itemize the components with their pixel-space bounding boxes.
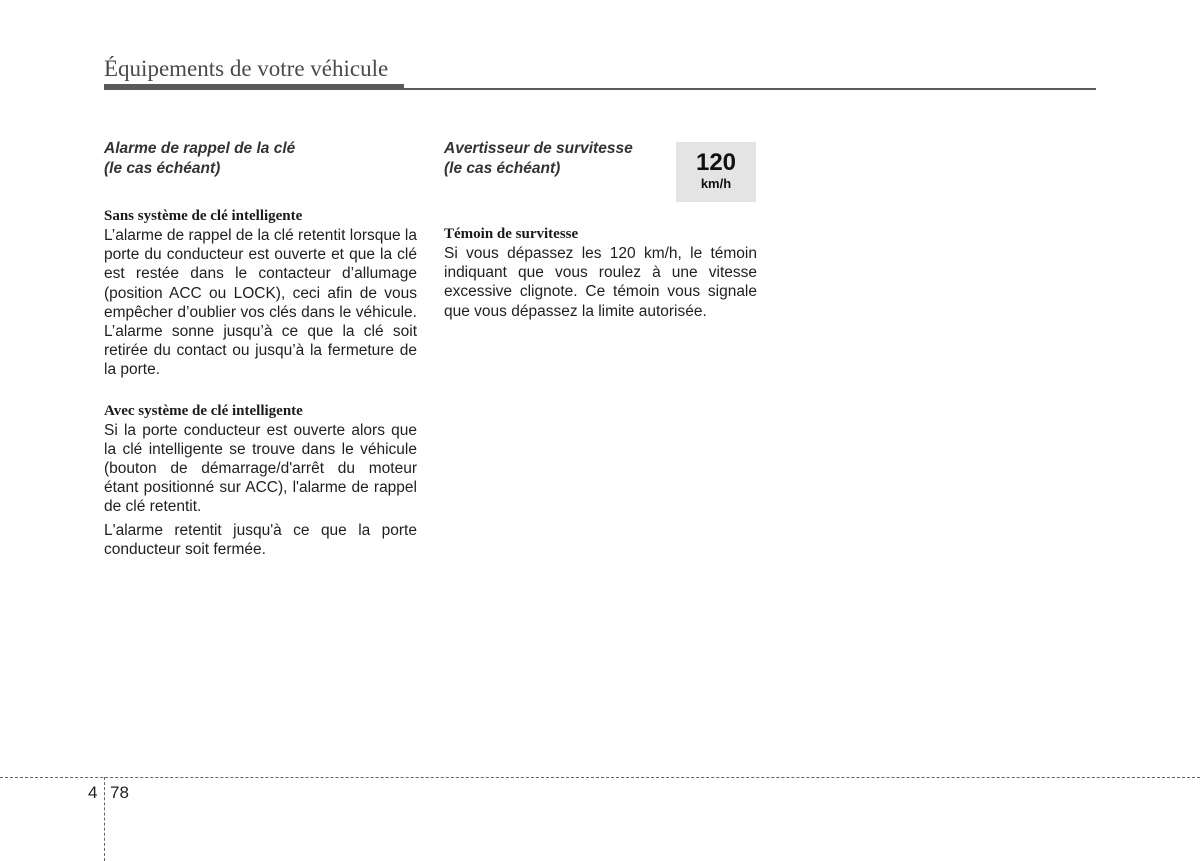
header-rule-thin: [404, 88, 1096, 90]
section-title-line: Alarme de rappel de la clé: [104, 140, 296, 157]
page-number: 78: [110, 783, 129, 802]
subheading-overspeed-indicator: Témoin de survitesse: [444, 226, 579, 242]
section-title-line: Avertisseur de survitesse: [444, 140, 633, 157]
header-rule-thick: [104, 84, 404, 90]
paragraph-with-smart-key: Si la porte conducteur est ouverte alors que la clé intelligente se trouve dans le véhicule (bouton de démarrage/d'arrêt du moteur étant positionné sur ACC), l'alarme de rappel de clé retentit.: [104, 421, 417, 516]
section-title-line: (le cas échéant): [104, 160, 221, 177]
chapter-number: 4: [88, 783, 98, 802]
key-reminder-section-title: [104, 138, 417, 179]
section-title-line: (le cas échéant): [444, 160, 561, 177]
speed-badge-value: 120: [695, 149, 737, 176]
speed-warning-indicator-icon: [676, 142, 756, 202]
paragraph-without-smart-key: L’alarme de rappel de la clé retentit lorsque la porte du conducteur est ouverte et que la clé est restée dans le contacteur d’allumage (position ACC ou LOCK), ceci afin de vous empêcher d’oublier vos clés dans le véhicule. L’alarme sonne jusqu’à ce que la clé soit retirée du contact ou jusqu’à la fermeture de la porte.: [104, 227, 417, 379]
subheading-with-smart-key: Avec système de clé intelligente: [104, 402, 303, 419]
left-column: [104, 138, 417, 559]
paragraph-with-smart-key-2: L'alarme retentit jusqu'à ce que la porte conducteur soit fermée.: [104, 521, 417, 558]
footer-dashed-rule: [0, 777, 1200, 778]
speed-badge-unit: km/h: [700, 176, 732, 191]
subheading-without-smart-key: Sans système de clé intelligente: [104, 208, 303, 224]
footer-vertical-dashed-rule: [104, 777, 105, 861]
page-header-title: Équipements de votre véhicule: [104, 56, 389, 81]
paragraph-overspeed-indicator: Si vous dépassez les 120 km/h, le témoin indiquant que vous roulez à une vitesse excessive clignote. Ce témoin vous signale que vous dépassez la limite autorisée.: [444, 245, 757, 320]
